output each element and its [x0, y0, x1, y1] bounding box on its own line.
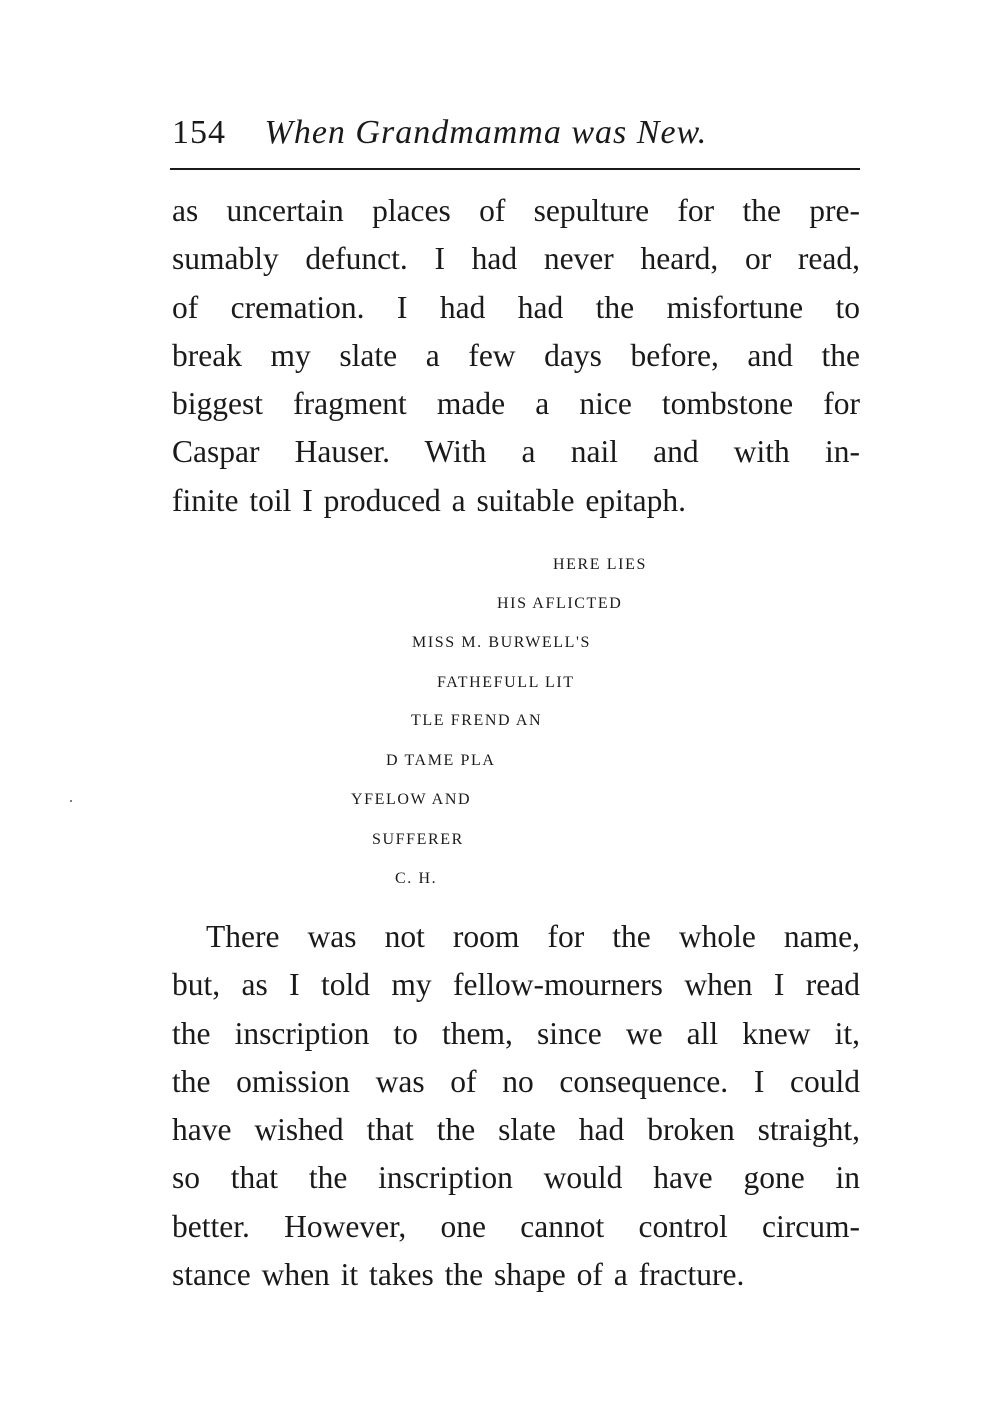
paragraph-line: stance when it takes the shape of a fracture. [172, 1257, 745, 1293]
paragraph-line: the inscription to them, since we all knew it, [172, 1015, 860, 1051]
epitaph-line: HERE LIES [553, 556, 647, 573]
paragraph-line: Caspar Hauser. With a nail and with in- [172, 434, 860, 470]
paragraph-line: the omission was of no consequence. I could [172, 1063, 860, 1099]
epitaph-line: D TAME PLA [386, 752, 496, 769]
paragraph-line: break my slate a few days before, and the [172, 337, 860, 373]
paragraph-line: There was not room for the whole name, [206, 919, 860, 954]
paragraph-line: have wished that the slate had broken straight, [172, 1112, 860, 1148]
paragraph-line: so that the inscription would have gone in [172, 1160, 860, 1196]
paragraph-line: biggest fragment made a nice tombstone for [172, 386, 860, 422]
page-number: 154 [172, 114, 226, 151]
running-title: When Grandmamma was New. [264, 114, 708, 151]
epitaph-line: TLE FREND AN [411, 712, 543, 729]
epitaph-line: HIS AFLICTED [497, 595, 623, 612]
paragraph-line: sumably defunct. I had never heard, or read, [172, 241, 860, 277]
paragraph-1 [172, 187, 860, 525]
stray-mark [70, 800, 72, 802]
epitaph-line: YFELOW AND [351, 791, 472, 808]
epitaph-line: FATHEFULL LIT [437, 674, 575, 691]
header-rule [170, 168, 860, 170]
paragraph-line: but, as I told my fellow-mourners when I read [172, 967, 860, 1003]
running-head [172, 108, 860, 158]
epitaph-line: C. H. [395, 870, 438, 887]
epitaph-line: MISS M. BURWELL'S [412, 634, 591, 651]
paragraph-line: of cremation. I had had the misfortune to [172, 289, 860, 325]
epitaph-line: SUFFERER [372, 831, 464, 848]
paragraph-line: as uncertain places of sepulture for the pre- [172, 193, 860, 228]
paragraph-line: better. However, one cannot control circum- [172, 1208, 860, 1244]
paragraph-line: finite toil I produced a suitable epitaph. [172, 482, 686, 518]
paragraph-2 [172, 913, 860, 1299]
